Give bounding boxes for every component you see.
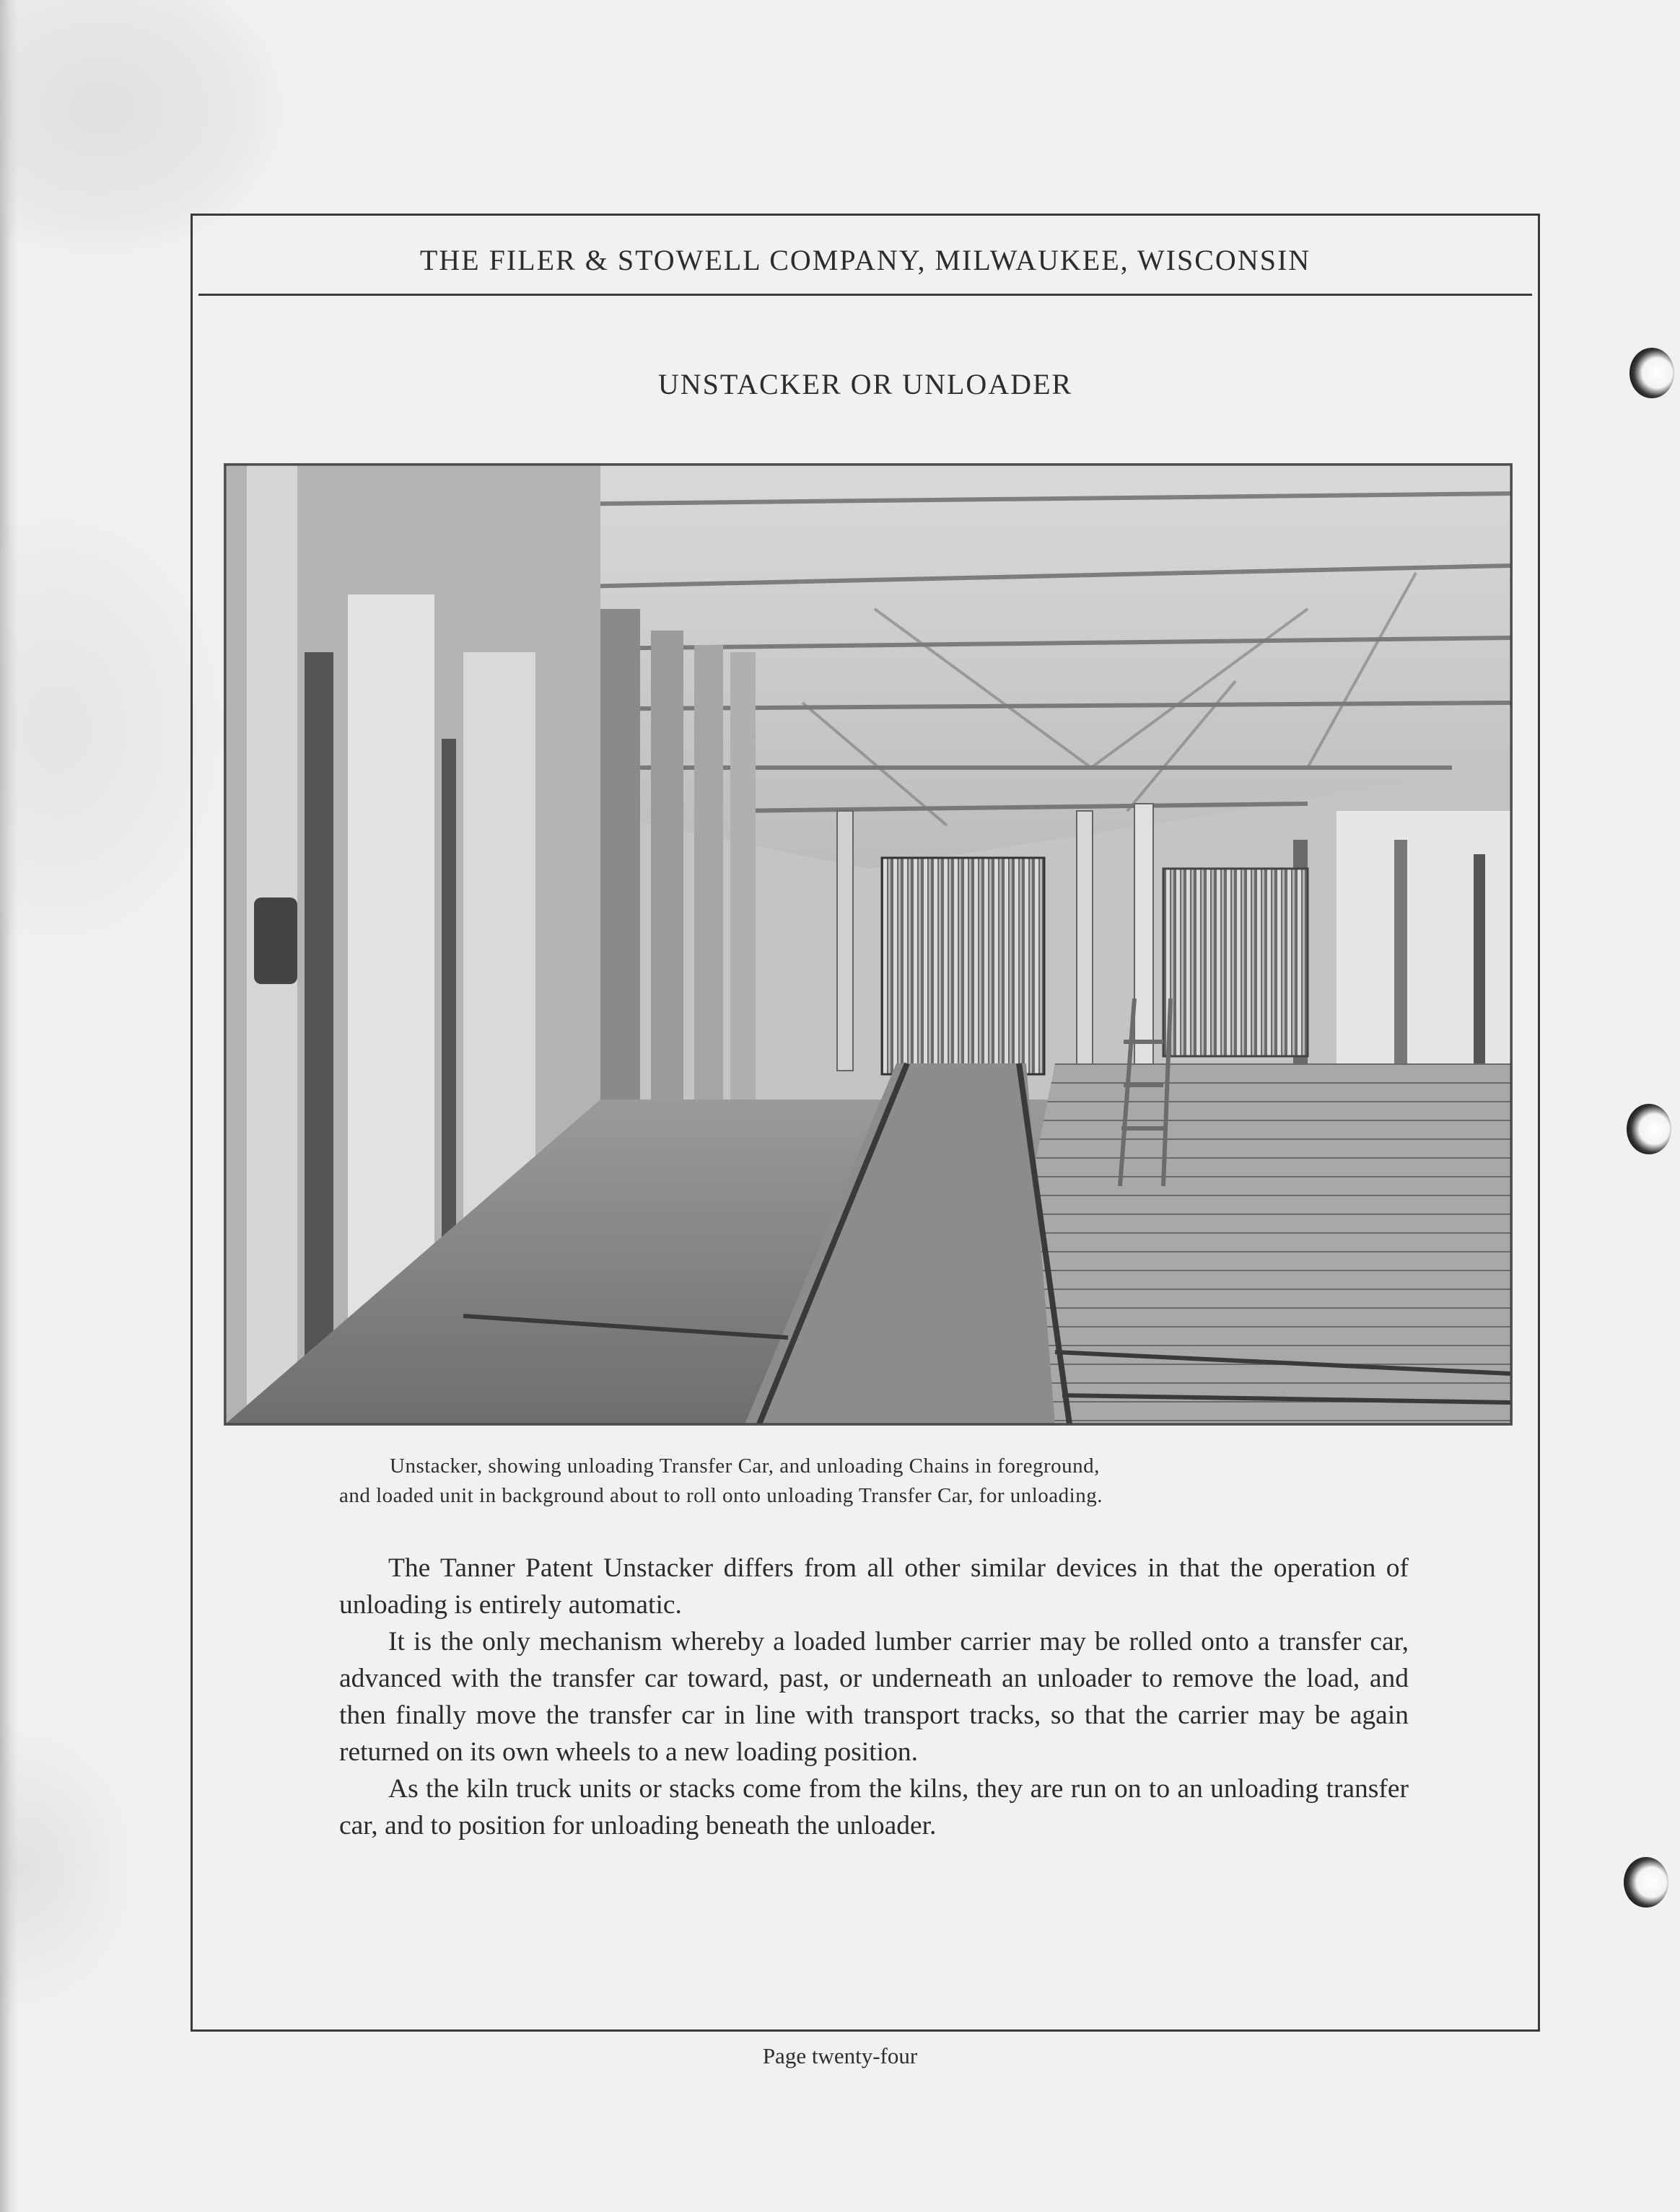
body-text	[339, 1550, 1409, 1844]
paragraph: The Tanner Patent Unstacker differs from all other similar devices in that the operation of unloading is entirely automatic.	[339, 1553, 1409, 1620]
caption-line: and loaded unit in background about to roll onto unloading Transfer Car, for unloading.	[339, 1484, 1103, 1507]
punch-hole	[1629, 348, 1674, 398]
caption-line: Unstacker, showing unloading Transfer Car, and unloading Chains in foreground,	[390, 1454, 1100, 1478]
paragraph: As the kiln truck units or stacks come from the kilns, they are run on to an unloading transfer car, and to position for unloading beneath the unloader.	[339, 1774, 1409, 1840]
section-title: UNSTACKER OR UNLOADER	[657, 368, 1073, 400]
punch-hole	[1627, 1104, 1671, 1154]
punch-hole	[1624, 1857, 1668, 1908]
running-header: THE FILER & STOWELL COMPANY, MILWAUKEE, WISCONSIN	[419, 244, 1311, 276]
photo-caption	[339, 1452, 1409, 1511]
page-number: Page twenty-four	[762, 2043, 918, 2068]
paragraph: It is the only mechanism whereby a loaded lumber carrier may be rolled onto a transfer car, advanced with the transfer car toward, past, or underneath an unloader to remove the load, and then finally move the transfer car in line with transport tracks, so that the carrier may be again returned on its own wheels to a new loading position.	[339, 1627, 1409, 1767]
water-stain	[0, 1717, 144, 2020]
unstacker-photo	[224, 463, 1513, 1426]
header-divider	[198, 294, 1532, 296]
binding-edge-shadow	[0, 0, 19, 2212]
